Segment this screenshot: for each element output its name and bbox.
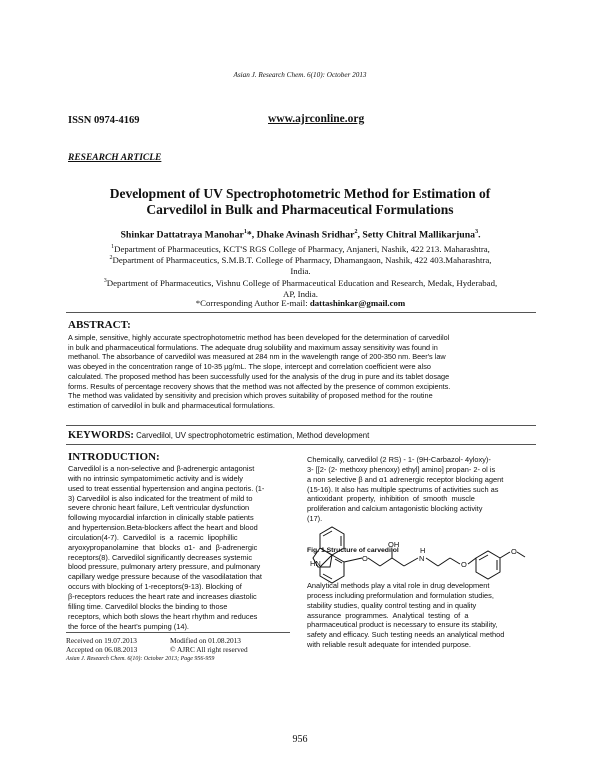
introduction-line: the force of the heart's pumping (14). (68, 621, 189, 631)
introduction-line: used to treat essential hypertension and angina pectoris. (1- (68, 483, 265, 493)
paper-title-line2: Carvedilol in Bulk and Pharmaceutical Formulations (146, 202, 454, 217)
corresponding-author-label: *Corresponding Author E-mail: (195, 298, 310, 308)
corresponding-author (68, 298, 533, 309)
affiliation-3-country: AP, India. (283, 288, 318, 299)
affiliation-3-sup: 3 (103, 278, 107, 284)
abstract-line: The method was validated by sensitivity and precision which proves suitability of proposed method for the routine (68, 391, 433, 401)
figure-caption: Fig. 1 Structure of carvedilol (307, 547, 399, 554)
affiliation-3-text: Department of Pharmaceutics, Vishnu College of Pharmaceutical Education and Research, Medak, Hyderabad, (106, 277, 498, 288)
introduction-line: occurs with blocking of 1-receptors(9-13). Blocking of (68, 582, 242, 592)
corresponding-author-email[interactable]: dattashinkar@gmail.com (309, 298, 406, 308)
modified-date: Modified on 01.08.2013 (170, 636, 241, 645)
introduction-line: receptors(8). Carvedilol significantly decreases systemic (68, 552, 253, 562)
abstract-line: in bulk and pharmaceutical formulations. The adequate drug solubility and maximum assay sensitivity was found in (68, 342, 438, 352)
citation: Asian J. Research Chem. 6(10): October 2013; Page 956-959 (66, 655, 215, 662)
article-type: RESEARCH ARTICLE (68, 153, 162, 163)
copyright: © AJRC All right reserved (170, 645, 248, 655)
structure-label-o1: O (362, 554, 368, 563)
keywords (68, 430, 538, 441)
history-row-1 (66, 636, 290, 645)
introduction-line: circulation(4-7). Carvedilol is a racemic lipophillic (68, 532, 238, 542)
abstract-heading: ABSTRACT: (68, 319, 131, 331)
analytical-methods-line: stability studies, quality control testing and in quality (307, 600, 477, 610)
introduction-line: filling time. Carvedilol blocks the binding to those (68, 601, 228, 611)
article-history (66, 632, 290, 664)
keywords-heading: KEYWORDS: (68, 430, 134, 441)
history-row-2 (66, 645, 290, 654)
structure-label-o3: O (511, 547, 517, 556)
introduction-line: with no intrinsic sympatomimetic activity and is widely (68, 473, 243, 483)
divider-abstract (66, 425, 536, 426)
author-1-corresponding-mark: *, (246, 229, 257, 241)
abstract-line: methanol. The absorbance of carvedilol was measured at 284 nm in the wavelength range of 200-350 nm. Beer's law (68, 352, 446, 362)
author-1: Shinkar Dattatraya Manohar (120, 229, 244, 241)
analytical-methods-line: pharmaceutical product is necessary to ensure its stability, (307, 620, 498, 630)
affiliation-3 (68, 276, 533, 299)
affiliation-2 (68, 253, 533, 276)
structure-label-o2: O (461, 560, 467, 569)
paper-title-line1: Development of UV Spectrophotometric Method for Estimation of (109, 186, 491, 201)
structure-label-oh: OH (388, 540, 400, 549)
journal-running-header: Asian J. Research Chem. 6(10): October 2013 (233, 71, 367, 79)
issn: ISSN 0974-4169 (68, 115, 140, 126)
abstract-line: calculated. The proposed method has been successfully used for the analysis of the drug in pure and its tablet dosage (68, 371, 450, 381)
divider-top (66, 312, 536, 313)
analytical-methods-line: process including preformulation and formulation studies, (307, 590, 494, 600)
chemical-description-line: (17). (307, 514, 323, 524)
chemical-description-line: 3- [[2- (2- methoxy phenoxy) ethyl] amino] propan- 2- ol is (307, 464, 496, 474)
abstract-line: estimation of carvedilol in bulk and pharmaceutical formulations. (68, 400, 275, 410)
received-date: Received on 19.07.2013 (66, 636, 137, 645)
accepted-date: Accepted on 06.08.2013 (66, 645, 138, 655)
page-number: 956 (292, 734, 308, 745)
divider-keywords (66, 444, 536, 445)
analytical-methods-line: assurance programmes. Analytical testing of a (307, 610, 469, 620)
structure-label-n: N (419, 554, 425, 563)
structure-label-h: H (420, 546, 426, 555)
abstract-line: A simple, sensitive, highly accurate spectrophotometric method has been developed for the determination of carvedilol (68, 333, 450, 342)
affiliation-1-text: Department of Pharmaceutics, KCT'S RGS College of Pharmacy, Anjaneri, Nashik, 422 213. Maharashtra, (114, 243, 490, 254)
journal-website-link[interactable]: www.ajrconline.org (268, 113, 365, 125)
introduction-line: aryoxypropanolamine that blocks α1- and β-adrenergic (68, 542, 258, 552)
chemical-description-line: Chemically, carvedilol (2 RS) - 1- (9H-Carbazol- 4yloxy)- (307, 455, 491, 464)
author-list-end: . (478, 229, 481, 241)
chemical-description (307, 455, 533, 524)
abstract-body (68, 333, 533, 411)
analytical-methods-line: with reliable result adequate for intended purpose. (307, 640, 471, 650)
author-separator: , (357, 229, 363, 241)
abstract-line: was obeyed in the concentration range of 10-35 µg/mL. The slope, intercept and correlation coefficient were also (68, 362, 431, 372)
analytical-methods-line: safety and efficacy. Such testing needs an analytical method (307, 630, 505, 640)
introduction-body (68, 464, 292, 631)
author-2-sup: 2 (354, 229, 358, 235)
introduction-line: Carvedilol is a non-selective and β-adrenergic antagonist (68, 464, 255, 473)
chemical-description-line: a non selective β and α1 adrenergic receptor blocking agent (307, 474, 504, 484)
structure-label-hn: HN (310, 559, 321, 568)
introduction-line: 3) Carvedilol is also indicated for the treatment of mild to (68, 493, 253, 503)
author-1-sup: 1 (243, 229, 247, 235)
analytical-methods-paragraph (307, 581, 533, 650)
author-2: Dhake Avinash Sridhar (256, 229, 355, 241)
introduction-line: following myocardial infarction in clinically stable patients (68, 513, 254, 523)
introduction-line: and hypertension.Beta-blockers affect the heart and blood (68, 523, 258, 533)
introduction-line: severe chronic heart failure, Left ventricular dysfunction (68, 503, 250, 513)
analytical-methods-line: Analytical methods play a vital role in drug development (307, 581, 490, 590)
introduction-line: receptors, which both slows the heart rhythm and reduces (68, 611, 258, 621)
introduction-line: β-receptors reduces the heart rate and increases diastolic (68, 591, 257, 601)
author-list (68, 229, 533, 240)
affiliation-1-sup: 1 (111, 244, 115, 250)
author-3-sup: 3 (475, 229, 479, 235)
chemical-description-line: (15-16). It also has multiple spectrums of activities such as (307, 484, 499, 494)
affiliation-2-country: India. (290, 265, 311, 276)
chemical-description-line: antioxidant property, inhibition of smooth muscle (307, 494, 475, 504)
author-3: Setty Chitral Mallikarjuna (362, 229, 476, 241)
affiliation-2-sup: 2 (109, 255, 113, 261)
keywords-text: Carvedilol, UV spectrophotometric estimation, Method development (133, 431, 370, 440)
introduction-heading: INTRODUCTION: (68, 451, 160, 463)
introduction-line: blood pressure, pulmonary artery pressure, and pulmonary (68, 562, 261, 572)
abstract-line: forms. Results of percentage recovery shows that the method was not affected by the presence of common excipients. (68, 381, 451, 391)
introduction-line: capillary wedge pressure because of the vasodilatation that (68, 572, 262, 582)
paper-title (80, 186, 520, 218)
chemical-description-line: proliferation and calcium antagonistic blocking activity (307, 504, 483, 514)
affiliation-2-text: Department of Pharmaceutics, S.M.B.T. College of Pharmacy, Dhamangaon, Nashik, 422 403.Maharashtra, (112, 254, 492, 265)
